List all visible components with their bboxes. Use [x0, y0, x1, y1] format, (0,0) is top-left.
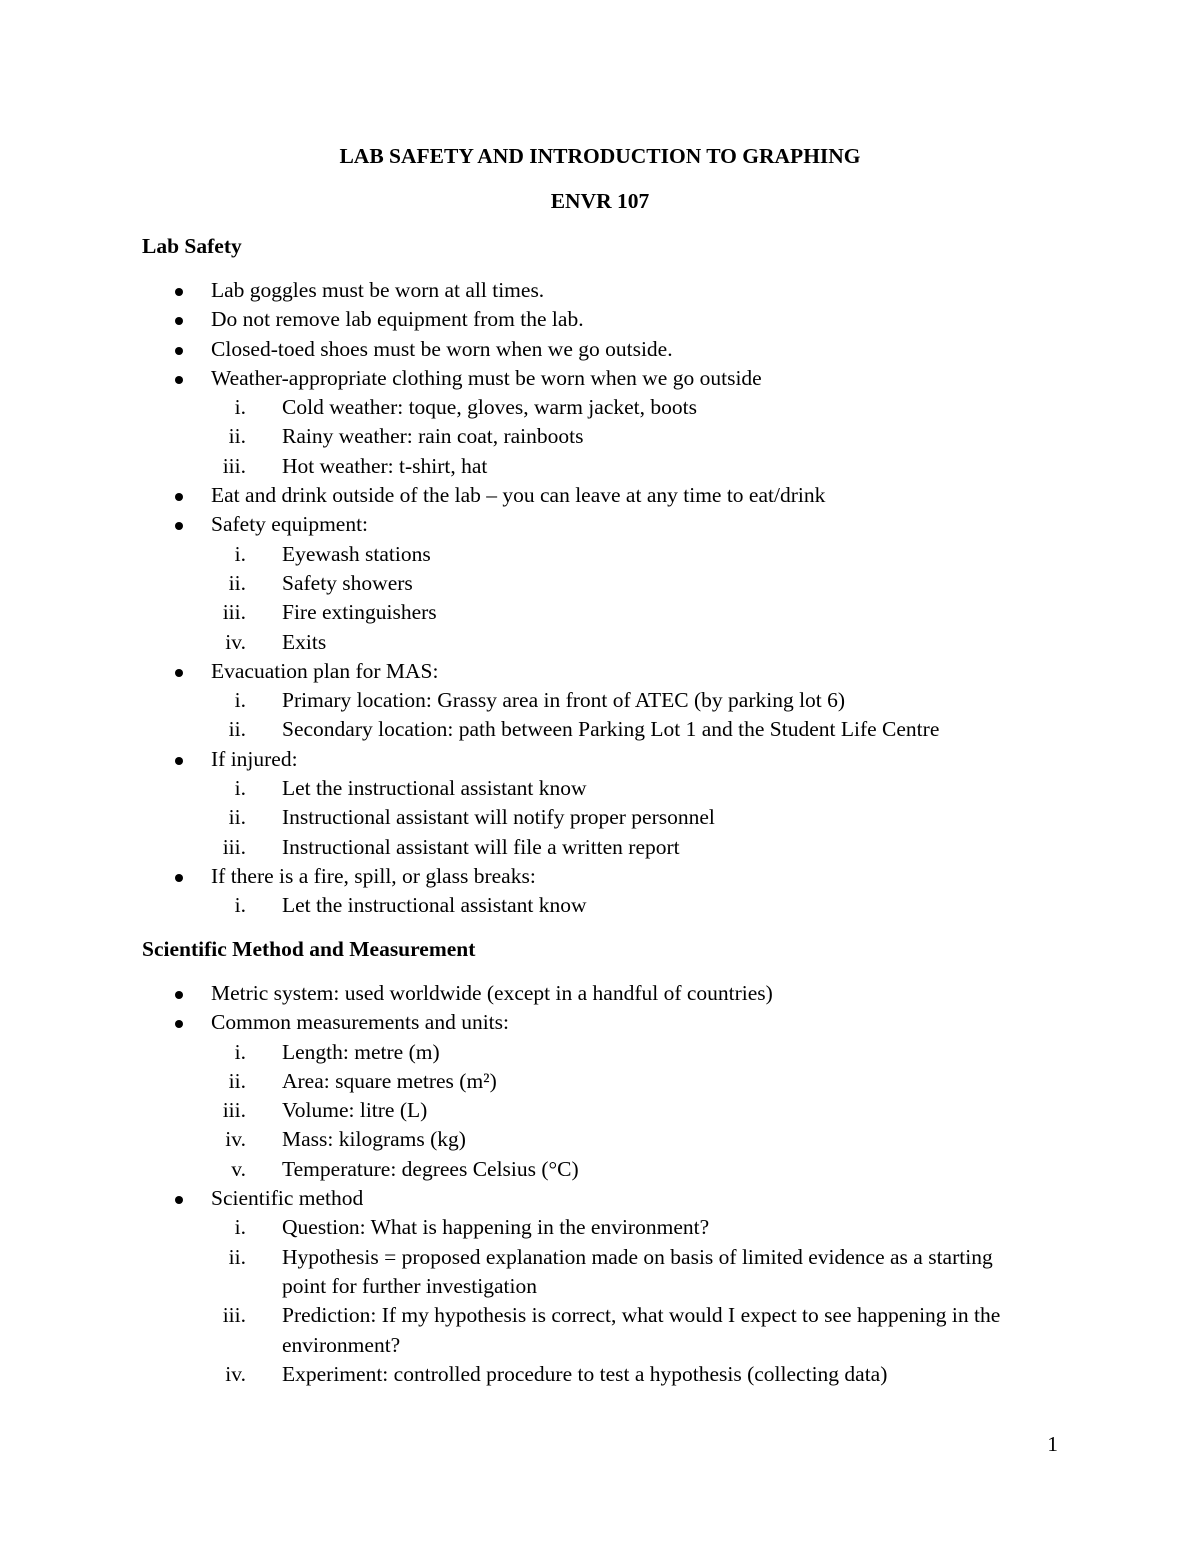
sub-item-marker: i. [234, 1215, 246, 1240]
sub-item-text: Instructional assistant will notify proper personnel [282, 805, 715, 830]
bullet-icon [175, 493, 183, 501]
bullet-item [0, 276, 1200, 305]
lab-safety-list [0, 276, 1200, 921]
bullet-text: Common measurements and units: [211, 1010, 509, 1035]
sub-list [0, 1213, 1200, 1389]
sub-list [0, 774, 1200, 862]
sub-item-text: Exits [282, 629, 327, 654]
sub-list-item [0, 803, 1200, 832]
scientific-method-list [0, 979, 1200, 1389]
bullet-item [0, 979, 1200, 1008]
section-heading-scientific-method: Scientific Method and Measurement [142, 937, 476, 961]
sub-list-item [0, 1360, 1200, 1389]
sub-item-marker: i. [234, 776, 246, 801]
sub-list [0, 891, 1200, 920]
sub-list-item [0, 628, 1200, 657]
sub-item-text: Cold weather: toque, gloves, warm jacket, boots [282, 395, 697, 420]
bullet-text: Lab goggles must be worn at all times. [211, 278, 545, 302]
bullet-item [0, 364, 1200, 393]
bullet-icon [175, 757, 183, 765]
sub-item-text: Volume: litre (L) [282, 1098, 428, 1123]
bullet-icon [175, 669, 183, 677]
bullet-text: Weather-appropriate clothing must be worn when we go outside [211, 365, 762, 390]
bullet-text: Eat and drink outside of the lab – you can leave at any time to eat/drink [211, 483, 826, 508]
sub-item-text: Let the instructional assistant know [282, 776, 587, 801]
sub-list-item [0, 569, 1200, 598]
bullet-text: Do not remove lab equipment from the lab. [211, 307, 584, 332]
sub-item-text: Fire extinguishers [282, 600, 437, 625]
sub-item-marker: iii. [222, 834, 246, 859]
scientific-method-list-container [0, 979, 1200, 1389]
sub-item-marker: ii. [228, 805, 246, 830]
sub-list-item [0, 1243, 1200, 1302]
bullet-text: Closed-toed shoes must be worn when we go outside. [211, 336, 673, 361]
sub-item-marker: ii. [228, 717, 246, 742]
sub-item-text: Secondary location: path between Parking Lot 1 and the Student Life Centre [282, 717, 940, 742]
sub-item-text: Length: metre (m) [282, 1039, 440, 1064]
sub-item-marker: v. [231, 1156, 246, 1181]
sub-item-marker: iii. [222, 600, 246, 625]
sub-list-wrapper [0, 540, 1200, 657]
bullet-item [0, 862, 1200, 891]
sub-item-marker: ii. [228, 1068, 246, 1093]
sub-item-text: Hot weather: t-shirt, hat [282, 453, 488, 478]
sub-item-marker: ii. [228, 1244, 246, 1269]
sub-item-marker: iv. [225, 1361, 246, 1386]
sub-item-text: Temperature: degrees Celsius (°C) [282, 1156, 579, 1181]
sub-list-item [0, 891, 1200, 920]
bullet-item [0, 510, 1200, 539]
bullet-item [0, 1008, 1200, 1037]
sub-list-item [0, 1096, 1200, 1125]
bullet-text: Scientific method [211, 1186, 364, 1211]
bullet-icon [175, 874, 183, 882]
sub-item-text: Rainy weather: rain coat, rainboots [282, 424, 584, 449]
sub-item-marker: iii. [222, 1098, 246, 1123]
sub-item-marker: iv. [225, 1127, 246, 1152]
sub-item-marker: iv. [225, 629, 246, 654]
sub-item-text: Area: square metres (m²) [282, 1068, 497, 1093]
bullet-item [0, 745, 1200, 774]
bullet-icon [175, 1196, 183, 1204]
sub-list-wrapper [0, 774, 1200, 862]
course-code: ENVR 107 [550, 189, 650, 213]
bullet-text: If there is a fire, spill, or glass breaks: [211, 863, 536, 888]
sub-list-item [0, 452, 1200, 481]
sub-item-marker: i. [234, 395, 246, 420]
bullet-text: Metric system: used worldwide (except in a handful of countries) [211, 981, 773, 1005]
bullet-icon [175, 376, 183, 384]
bullet-icon [175, 317, 183, 325]
section-heading-lab-safety: Lab Safety [142, 234, 242, 258]
bullet-item [0, 481, 1200, 510]
sub-list-wrapper [0, 393, 1200, 481]
sub-item-text: Mass: kilograms (kg) [282, 1127, 466, 1152]
document-title: LAB SAFETY AND INTRODUCTION TO GRAPHING [339, 144, 861, 168]
sub-list-wrapper [0, 891, 1200, 920]
sub-list-wrapper [0, 686, 1200, 745]
page-number: 1 [1047, 1432, 1058, 1456]
sub-list [0, 1038, 1200, 1184]
bullet-item [0, 305, 1200, 334]
sub-item-marker: iii. [222, 1303, 246, 1328]
bullet-icon [175, 347, 183, 355]
sub-list-item [0, 1125, 1200, 1154]
sub-list-item [0, 774, 1200, 803]
sub-item-marker: ii. [228, 570, 246, 595]
bullet-item [0, 335, 1200, 364]
bullet-icon [175, 1020, 183, 1028]
bullet-icon [175, 991, 183, 999]
sub-list-item [0, 1038, 1200, 1067]
sub-list-item [0, 393, 1200, 422]
sub-item-marker: i. [234, 1039, 246, 1064]
sub-item-text: Eyewash stations [282, 541, 431, 566]
bullet-text: Evacuation plan for MAS: [211, 658, 439, 683]
sub-list-wrapper [0, 1038, 1200, 1184]
sub-list-item [0, 833, 1200, 862]
sub-list-item [0, 1155, 1200, 1184]
bullet-item [0, 1184, 1200, 1213]
bullet-icon [175, 522, 183, 530]
sub-list-item [0, 715, 1200, 744]
sub-item-marker: ii. [228, 424, 246, 449]
sub-item-text: Safety showers [282, 570, 413, 595]
lab-safety-list-container [0, 276, 1200, 921]
sub-item-text: Primary location: Grassy area in front of ATEC (by parking lot 6) [282, 688, 846, 713]
sub-list-wrapper [0, 1213, 1200, 1389]
sub-list-item [0, 1301, 1200, 1360]
sub-list [0, 686, 1200, 745]
sub-list [0, 540, 1200, 657]
sub-list [0, 393, 1200, 481]
sub-item-text: Question: What is happening in the environment? [282, 1215, 710, 1240]
sub-list-item [0, 1067, 1200, 1096]
bullet-text: Safety equipment: [211, 512, 369, 537]
sub-item-text: Hypothesis = proposed explanation made on basis of limited evidence as a starting point for further investigation [282, 1244, 993, 1298]
sub-list-item [0, 598, 1200, 627]
bullet-text: If injured: [211, 746, 298, 771]
sub-list-item [0, 540, 1200, 569]
sub-item-marker: i. [234, 541, 246, 566]
sub-item-text: Instructional assistant will file a written report [282, 834, 680, 859]
sub-item-text: Prediction: If my hypothesis is correct, what would I expect to see happening in the environment? [282, 1303, 1001, 1357]
sub-list-item [0, 422, 1200, 451]
sub-item-marker: i. [234, 688, 246, 713]
sub-list-item [0, 1213, 1200, 1242]
sub-list-item [0, 686, 1200, 715]
sub-item-text: Experiment: controlled procedure to test a hypothesis (collecting data) [282, 1361, 888, 1386]
sub-item-marker: i. [234, 893, 246, 918]
sub-item-marker: iii. [222, 453, 246, 478]
bullet-item [0, 657, 1200, 686]
bullet-icon [175, 288, 183, 296]
sub-item-text: Let the instructional assistant know [282, 893, 587, 918]
